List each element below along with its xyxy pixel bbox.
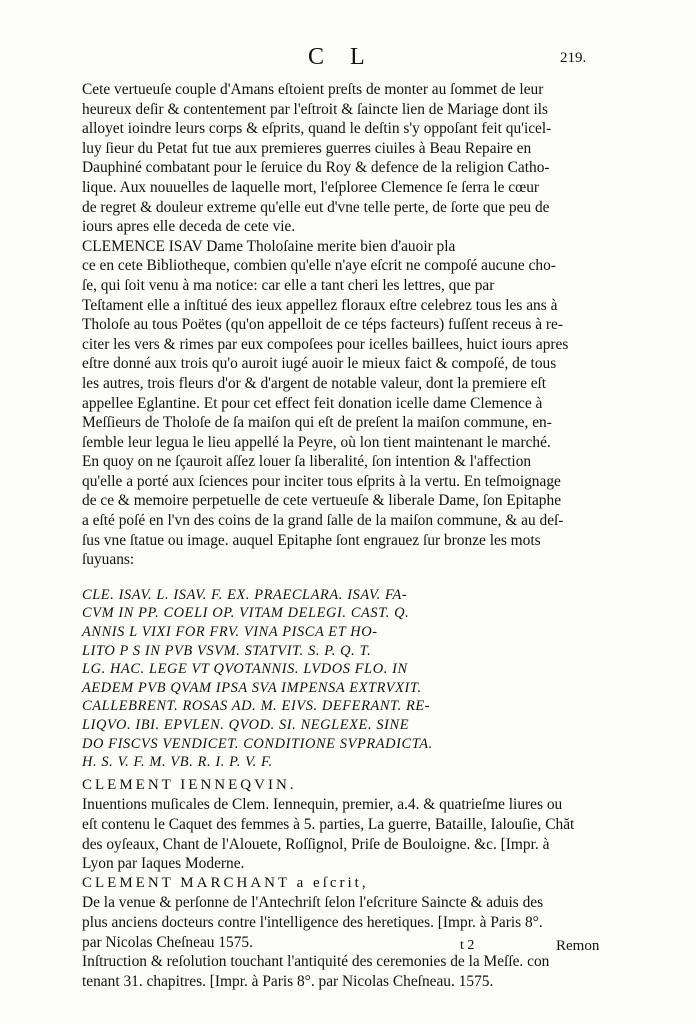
text-line: alloyet ioindre leurs corps & eſprits, quand le deſtin s'y oppoſant feit qu'icel- — [82, 120, 552, 138]
text-line: les autres, trois fleurs d'or & d'argent de notable valeur, dont la premiere eſt — [82, 374, 547, 392]
text-line: des oyſeaux, Chant de l'Alouete, Roſſignol, Priſe de Bouloigne. &c. [Impr. à — [82, 835, 550, 853]
paragraph-clemence-isau — [82, 237, 622, 570]
text-line: ſemble leur legua le lieu appellé la Peyre, où lon tient maintenant le marché. — [82, 433, 551, 451]
inscription-line: AEDEM PVB QVAM IPSA SVA IMPENSA EXTRVXIT. — [82, 679, 422, 696]
text-line: plus anciens docteurs contre l'intelligence des heretiques. [Impr. à Paris 8°. — [82, 913, 543, 931]
paragraph-petat — [82, 80, 622, 237]
inscription-line: LITO P S IN PVB VSVM. STATVIT. S. P. Q. T. — [82, 642, 372, 659]
text-line: de regret & douleur extreme qu'elle eut d'vne telle perte, de ſorte que peu de — [82, 198, 550, 216]
entry-heading-line: CLEMENCE ISAV Dame Tholoſaine merite bien d'auoir pla — [82, 237, 456, 255]
text-line: Inuentions muſicales de Clem. Iennequin, premier, a.4. & quatrieſme liures ou — [82, 796, 563, 814]
text-line: Inſtruction & reſolution touchant l'antiquité des ceremonies de la Meſſe. con — [82, 953, 550, 971]
page-body — [82, 80, 622, 991]
text-line: Tholoſe au tous Poëtes (qu'on appelloit de ce téps facteurs) fuſſent receus à re- — [82, 316, 563, 334]
text-line: tenant 31. chapitres. [Impr. à Paris 8°. par Nicolas Cheſneau. 1575. — [82, 972, 494, 990]
text-line: Teſtament elle a inſtitué des ieux appellez floraux eſtre celebrez tous les ans à — [82, 296, 558, 314]
running-head: C L — [308, 44, 375, 70]
inscription-line: ANNIS L VIXI FOR FRV. VINA PISCA ET HO- — [82, 624, 378, 641]
text-line: luy ſieur du Petat fut tue aux premieres guerres ciuiles à Beau Repaire en — [82, 139, 532, 157]
page-footer — [0, 938, 696, 962]
inscription-line: CLE. ISAV. L. ISAV. F. EX. PRAECLARA. ISAV. FA- — [82, 586, 408, 603]
text-line: Lyon par Iaques Moderne. — [82, 855, 245, 873]
inscription-line: LG. HAC. LEGE VT QVOTANNIS. LVDOS FLO. IN — [82, 661, 408, 678]
text-line: Meſſieurs de Tholoſe de ſa maiſon qui eſt de preſent la maiſon commune, en- — [82, 414, 552, 432]
entry-clement-iennequin — [82, 776, 622, 874]
inscription-line: LIQVO. IBI. EPVLEN. QVOD. SI. NEGLEXE. SINE — [82, 717, 410, 733]
inscription-line: H. S. V. F. M. VB. R. I. P. V. F. — [82, 754, 273, 771]
catchword: Remon — [556, 938, 600, 954]
text-line: Dauphiné combatant pour le ſeruice du Roy & defence de la religion Catho- — [82, 159, 550, 177]
text-line: En quoy on ne ſçauroit aſſez louer ſa liberalité, ſon intention & l'affection — [82, 453, 532, 471]
text-line: ce en cete Bibliotheque, combien qu'elle n'aye eſcrit ne compoſé aucune cho- — [82, 257, 556, 275]
text-line: ſus vne ſtatue ou image. auquel Epitaphe ſont engrauez ſur bronze les mots — [82, 531, 541, 549]
text-line: citer les vers & rimes par eux compoſees pour icelles baillees, huict iours apres — [82, 335, 569, 353]
folio-number: 219. — [560, 50, 587, 66]
text-line: iours apres elle deceda de cete vie. — [82, 218, 296, 236]
text-line: ſuyuans: — [82, 551, 135, 569]
text-line: de ce & memoire perpetuelle de cete vertueuſe & liberale Dame, ſon Epitaphe — [82, 492, 562, 510]
entry-clement-marchant — [82, 874, 622, 992]
text-line: a eſté poſé en l'vn des coins de la grand ſalle de la maiſon commune, & au deſ- — [82, 512, 564, 530]
text-line: eſtre donné aux trois qu'o auroit iugé auoir le mieux faict & compoſé, de tous — [82, 355, 557, 373]
inscription-line: CALLEBRENT. ROSAS AD. M. EIVS. DEFERANT. RE- — [82, 698, 431, 715]
signature-mark: t 2 — [460, 938, 475, 953]
text-line: Cete vertueuſe couple d'Amans eſtoient preſts de monter au ſommet de leur — [82, 81, 544, 98]
text-line: lique. Aux nouuelles de laquelle mort, l'eſploree Clemence ſe ſerra le cœur — [82, 178, 540, 196]
inscription-line: CVM IN PP. COELI OP. VITAM DELEGI. CAST. Q. — [82, 605, 410, 622]
entry-heading: CLEMENT MARCHANT a eſcrit, — [82, 874, 369, 891]
text-line: De la venue & perſonne de l'Antechriſt ſelon l'eſcriture Saincte & aduis des — [82, 894, 544, 912]
page-header — [0, 44, 696, 74]
epitaph-inscription — [82, 586, 622, 772]
text-line: heureux deſir & contentement par l'eſtroit & ſaincte lien de Mariage dont ils — [82, 100, 549, 118]
inscription-line: DO FISCVS VENDICET. CONDITIONE SVPRADICTA. — [82, 735, 433, 752]
text-line: ſe, qui ſoit venu à ma notice: car elle a tant cheri les lettres, que par — [82, 276, 495, 294]
text-line: appellee Eglantine. Et pour cet effect feit donation icelle dame Clemence à — [82, 394, 543, 412]
text-line: par Nicolas Cheſneau 1575. — [82, 933, 253, 951]
text-line: eſt contenu le Caquet des femmes à 5. parties, La guerre, Bataille, Ialouſie, Chăt — [82, 815, 575, 833]
text-line: qu'elle a porté aux ſciences pour inciter tous eſprits à la vertu. En teſmoignage — [82, 472, 561, 490]
entry-heading: CLEMENT IENNEQVIN. — [82, 776, 297, 793]
